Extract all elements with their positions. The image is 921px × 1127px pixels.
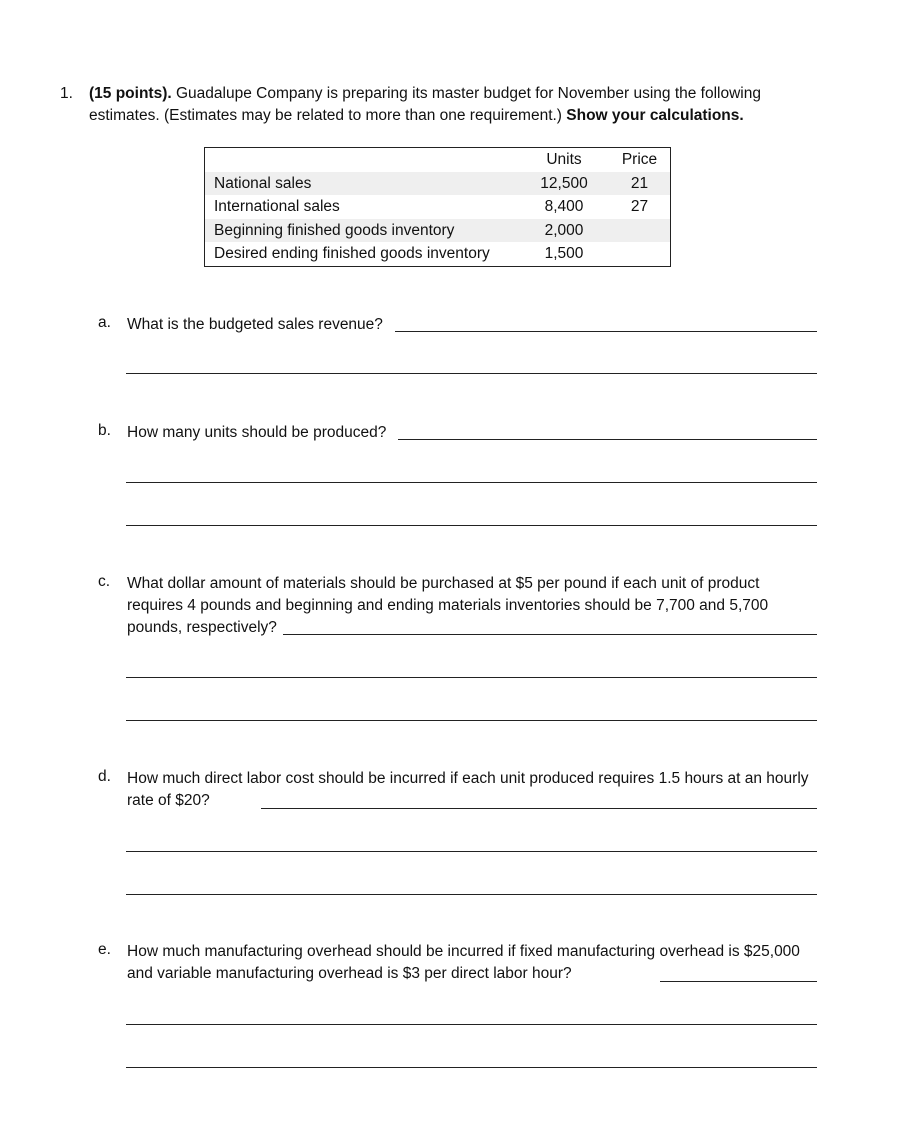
row-price: 27 bbox=[630, 198, 649, 215]
sub-question-text: How much manufacturing overhead should be incurred if fixed manufacturing overhead is $25,000 and variable manufacturing overhead is $3 per direct labor hour? bbox=[127, 943, 800, 982]
answer-line-e-3[interactable] bbox=[126, 1067, 817, 1068]
answer-line-d-1[interactable] bbox=[261, 808, 817, 809]
estimates-table bbox=[204, 147, 671, 267]
question-number: 1. bbox=[60, 85, 73, 102]
question-instruction: Show your calculations. bbox=[566, 107, 744, 124]
sub-question-letter: d. bbox=[98, 768, 111, 785]
answer-line-e-1[interactable] bbox=[660, 981, 817, 982]
sub-question-letter: a. bbox=[98, 314, 111, 331]
row-label: Beginning finished goods inventory bbox=[205, 219, 520, 243]
row-units: 2,000 bbox=[519, 219, 609, 243]
sub-question-text: How many units should be produced? bbox=[127, 424, 387, 441]
row-units: 1,500 bbox=[544, 245, 584, 262]
row-label: National sales bbox=[205, 172, 520, 196]
row-label: International sales bbox=[214, 198, 340, 215]
sub-question-text: How much direct labor cost should be incurred if each unit produced requires 1.5 hours at an hourly rate of $20? bbox=[127, 770, 809, 809]
question-header bbox=[60, 83, 820, 127]
table-row bbox=[205, 172, 671, 196]
sub-question-text: What dollar amount of materials should be purchased at $5 per pound if each unit of product requires 4 pounds and beginning and ending materials inventories should be 7,700 and 5,700 pounds, respectively? bbox=[127, 575, 769, 636]
answer-line-d-2[interactable] bbox=[126, 851, 817, 852]
header-price: Price bbox=[621, 151, 658, 168]
answer-line-d-3[interactable] bbox=[126, 894, 817, 895]
answer-line-e-2[interactable] bbox=[126, 1024, 817, 1025]
answer-line-c-3[interactable] bbox=[126, 720, 817, 721]
row-label: Desired ending finished goods inventory bbox=[214, 245, 490, 262]
answer-line-a-2[interactable] bbox=[126, 373, 817, 374]
answer-line-c-2[interactable] bbox=[126, 677, 817, 678]
question-points: (15 points). bbox=[89, 85, 172, 102]
sub-question-letter: c. bbox=[98, 573, 111, 590]
answer-line-b-3[interactable] bbox=[126, 525, 817, 526]
question-intro: Guadalupe Company is preparing its master budget for November using the following estimates. (Estimates may be related to more than one requirement.) bbox=[89, 85, 761, 124]
table-header-row bbox=[205, 148, 671, 172]
table-row bbox=[205, 219, 671, 243]
question-text bbox=[89, 83, 820, 127]
header-label bbox=[205, 148, 520, 172]
header-units: Units bbox=[546, 151, 582, 168]
sub-question-letter: e. bbox=[98, 941, 111, 958]
answer-line-a-1[interactable] bbox=[395, 331, 817, 332]
row-price bbox=[609, 219, 671, 243]
sub-question-text: What is the budgeted sales revenue? bbox=[127, 316, 383, 333]
answer-line-b-1[interactable] bbox=[398, 439, 817, 440]
row-price bbox=[609, 242, 671, 266]
row-units: 8,400 bbox=[544, 198, 584, 215]
sub-question-letter: b. bbox=[98, 422, 111, 439]
answer-line-c-1[interactable] bbox=[283, 634, 817, 635]
row-price: 21 bbox=[609, 172, 671, 196]
row-units: 12,500 bbox=[519, 172, 609, 196]
table-row bbox=[205, 242, 671, 266]
table-row bbox=[205, 195, 671, 219]
answer-line-b-2[interactable] bbox=[126, 482, 817, 483]
